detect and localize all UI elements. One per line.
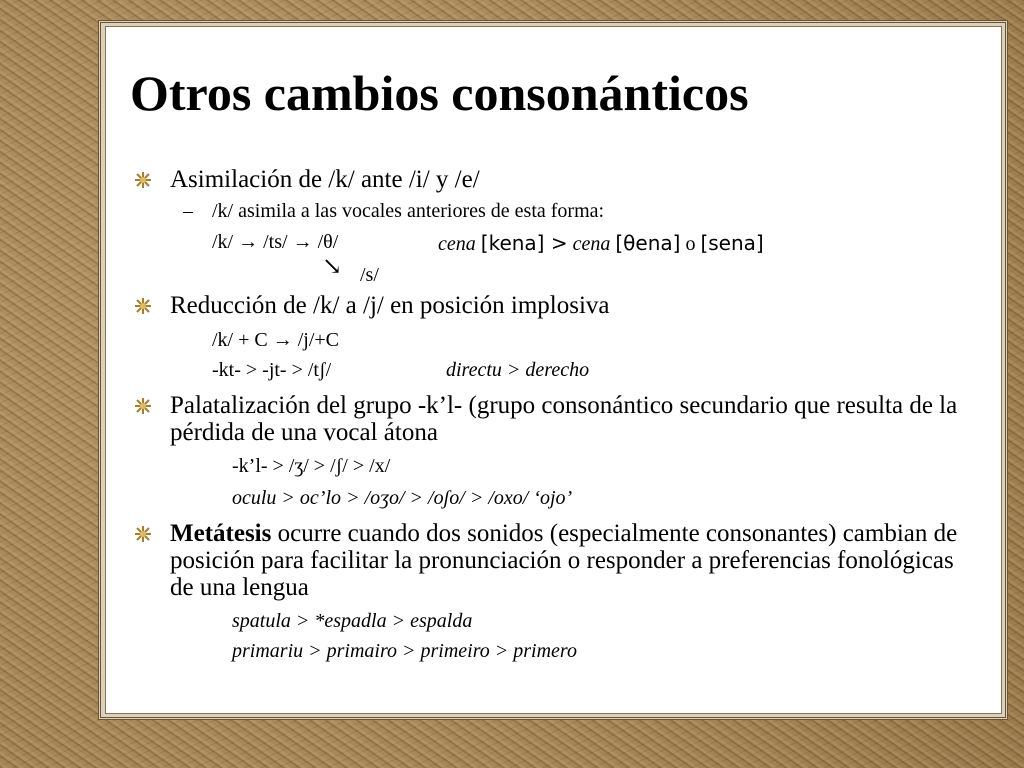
bullet-asimilacion: Asimilación de /k/ ante /i/ y /e/ [170, 166, 480, 193]
metatesis-term: Metátesis [170, 520, 272, 547]
metatesis-definition: ocurre cuando dos sonidos (especialmente consonantes) cambian de posición para facilitar la pronunciación o responder a preferencias fonológicas de una lengua [170, 520, 958, 601]
starburst-bullet-icon [135, 398, 151, 414]
example-ipa-2: [θena] [615, 231, 681, 255]
example-word-2: cena [572, 233, 611, 255]
example-o: o [685, 233, 696, 255]
starburst-bullet-icon [135, 298, 151, 314]
example-oculu: oculu > oc’lo > /oʒo/ > /oʃo/ > /oxo/ ‘ojo’ [232, 487, 573, 509]
bullet-reduccion: Reducción de /k/ a /j/ en posición implosiva [170, 292, 610, 319]
rule-kl: -k’l- > /ʒ/ > /ʃ/ > /x/ [232, 455, 391, 477]
slide-title: Otros cambios consonánticos [130, 65, 749, 121]
bullet-metatesis [170, 520, 960, 601]
example-ipa-1: [kena] > [480, 231, 568, 255]
example-directu: directu > derecho [446, 359, 590, 381]
sub-asimila: /k/ asimila a las vocales anteriores de esta forma: [212, 200, 605, 222]
starburst-bullet-icon [135, 526, 151, 542]
starburst-bullet-icon [135, 172, 151, 188]
sub-dash: – [183, 200, 193, 222]
sound-s: /s/ [360, 264, 379, 286]
diagonal-arrow-icon: ↘ [322, 254, 343, 280]
example-primariu: primariu > primairo > primeiro > primero [232, 640, 577, 662]
bullet-palatalizacion: Palatalización del grupo -k’l- (grupo consonántico secundario que resulta de la pérdida de una vocal átona [170, 392, 958, 446]
rule-kc: /k/ + C → /j/+C [212, 329, 340, 351]
rule-kt: -kt- > -jt- > /tʃ/ [212, 359, 332, 381]
example-word: cena [438, 233, 476, 255]
example-spatula: spatula > *espadla > espalda [232, 610, 473, 632]
example-cena [438, 231, 764, 256]
sound-chain: /k/ → /ts/ → /θ/ [212, 231, 339, 253]
example-ipa-3: [sena] [700, 231, 764, 255]
